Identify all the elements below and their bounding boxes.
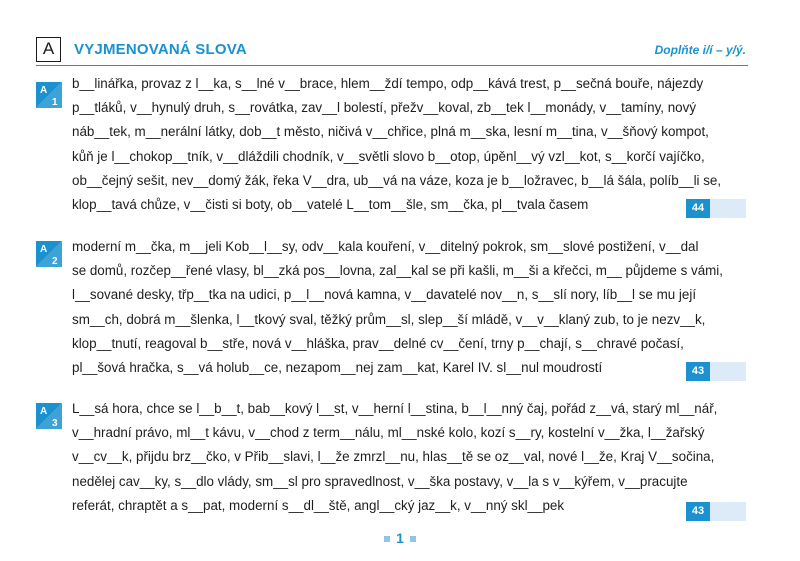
exercise-line: klop__tnutí, reagoval b__stře, nová v__hláška, prav__delné cv__čení, trny p__chají, s__chravé počasí, [72,335,684,351]
badge-number: 2 [52,256,58,267]
exercise-line: sm__ch, dobrá m__šlenka, l__tkový sval, těžký prům__sl, slep__ší mládě, v__v__klaný zub, to je nezv__k, [72,311,706,327]
score-bar-3 [686,502,746,521]
header-rule [36,65,748,66]
section-letter-box: A [36,37,61,62]
exercise-badge-3 [36,403,62,429]
exercise-badge-1 [36,82,62,108]
badge-number: 1 [52,97,58,108]
exercise-line: moderní m__čka, m__jeli Kob__l__sy, odv__kala kouření, v__ditelný pokrok, sm__slové postižení, v__dal [72,239,699,254]
badge-letter: A [40,244,48,255]
exercise-3-text [72,397,748,518]
exercise-line: se domů, rozčep__řené vlasy, bl__zká pos__lovna, zal__kal se při kašli, m__ši a křečci, m__ půjdeme s vámi, [72,263,723,279]
exercise-line: ob__čejný sešit, nev__domý žák, řeka V__dra, ub__vá na váze, koza je b__ložravec, b__lá šála, políb__li se, [72,172,722,188]
exercise-line: p__tláků, v__hynulý druh, s__rovátka, zav__l bolestí, přežv__koval, zb__tek l__monády, v__tamíny, nový [72,100,697,116]
score-value: 43 [686,502,710,521]
instruction: Doplňte i/í – y/ý. [654,43,746,57]
exercise-line: referát, chraptět a s__pat, moderní s__dl__ště, angl__cký jaz__k, v__nný skl__pek [72,497,565,513]
exercise-line: L__sá hora, chce se l__b__t, bab__kový l__st, v__herní l__stina, b__l__nný čaj, pořád z__vá, starý ml__nář, [72,401,718,416]
score-bar-2 [686,362,746,381]
exercise-line: nedělej cav__ky, s__dlo vlády, sm__sl pro spravedlnost, v__ška postavy, v__la s v__kýřem, v__pracujte [72,473,688,489]
badge-letter: A [40,406,48,417]
badge-letter: A [40,85,48,96]
exercise-line: b__linářka, provaz z l__ka, s__lné v__brace, hlem__ždí tempo, odp__kává trest, p__sečná bouře, nájezdy [72,76,704,91]
page-number-value: 1 [396,530,404,546]
badge-number: 3 [52,418,58,429]
exercise-line: l__sované desky, třp__tka na udici, p__l__nová kamna, v__davatelé nov__n, s__slí nory, líb__l se mu její [72,287,697,303]
exercise-line: v__hradní právo, ml__t kávu, v__chod z term__nálu, ml__nské kolo, kozí s__ry, kostelní v__žka, l__žařský [72,425,705,441]
score-value: 44 [686,199,710,218]
exercise-1-text [72,72,748,217]
exercise-line: pl__šová hračka, s__vá holub__ce, nezapom__nej zam__kat, Karel IV. sl__nul moudrostí [72,360,603,376]
score-value: 43 [686,362,710,381]
score-bar-1 [686,199,746,218]
exercise-line: v__cv__k, přijdu brz__čko, v Přib__slavi, l__že zmrzl__nu, hlas__tě se oz__val, nové l__že, Kraj V__sočina, [72,449,715,465]
exercise-line: klop__tavá chůze, v__čisti si boty, ob__vatelé L__tom__šle, sm__čka, pl__tvala časem [72,197,589,213]
section-title: VYJMENOVANÁ SLOVA [74,41,247,58]
exercise-2-text [72,235,748,380]
decor-square-right [410,536,416,542]
exercise-badge-2 [36,241,62,267]
page-number [0,530,800,546]
exercise-line: kůň je l__chokop__tník, v__dláždili chodník, v__světli slovo b__otop, úpěnl__vý vzl__kot, s__korčí vajíčko, [72,148,705,164]
exercise-line: náb__tek, m__nerální látky, dob__t město, ničivá v__chřice, plná m__ska, lesní m__tina, v__šňový kompot, [72,124,709,140]
decor-square-left [384,536,390,542]
